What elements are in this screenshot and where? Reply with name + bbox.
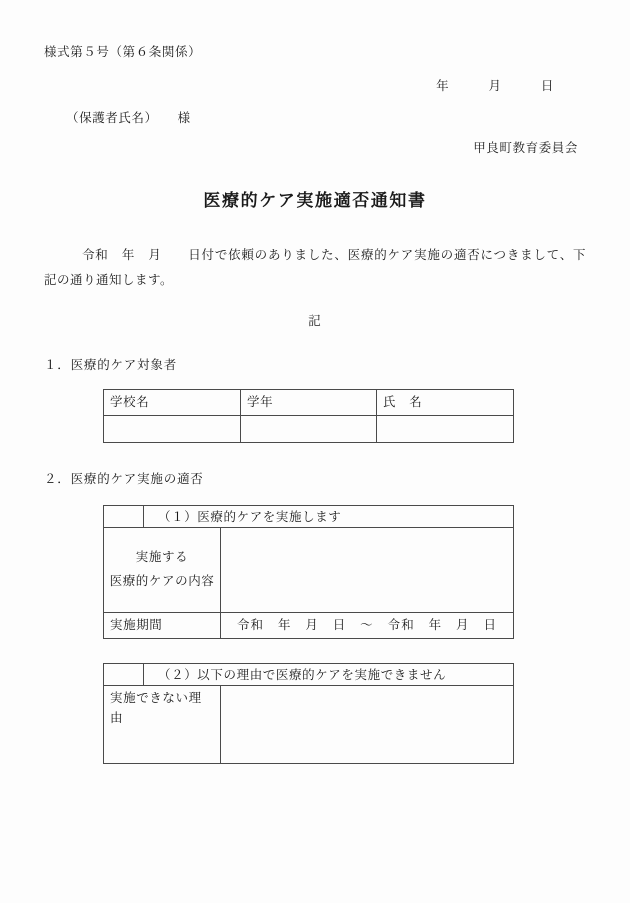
header-grade: 学年 bbox=[241, 389, 377, 415]
section-2-option1-wrap bbox=[103, 505, 513, 639]
form-number: 様式第５号（第６条関係） bbox=[44, 45, 202, 59]
table-row bbox=[104, 663, 514, 685]
reason-value[interactable] bbox=[221, 686, 514, 764]
period-value[interactable]: 令和 年 月 日 〜 令和 年 月 日 bbox=[221, 612, 514, 638]
table-row bbox=[104, 505, 514, 527]
cell-student-name[interactable] bbox=[377, 415, 514, 442]
option-2-label: （２）以下の理由で医療的ケアを実施できません bbox=[144, 663, 514, 685]
document-body bbox=[44, 44, 586, 764]
care-content-label-line1: 実施する bbox=[135, 550, 189, 565]
section-1-heading: １．医療的ケア対象者 bbox=[44, 357, 178, 372]
care-content-value[interactable] bbox=[221, 527, 514, 612]
header-student-name: 氏 名 bbox=[377, 389, 514, 415]
body-paragraph: 令和 年 月 日付で依頼のありました、医療的ケア実施の適否につきまして、下記の通り通知します。 bbox=[44, 247, 586, 287]
cannot-implement-table bbox=[103, 663, 514, 764]
table-row bbox=[104, 415, 514, 442]
care-content-label bbox=[104, 527, 221, 612]
ki-mark: 記 bbox=[308, 313, 322, 328]
header-school-name: 学校名 bbox=[104, 389, 241, 415]
reason-label: 実施できない理由 bbox=[104, 686, 221, 764]
option-2-checkbox[interactable] bbox=[104, 663, 144, 685]
care-content-label-line2: 医療的ケアの内容 bbox=[109, 573, 215, 588]
cell-grade[interactable] bbox=[241, 415, 377, 442]
section-1-table-wrap bbox=[103, 389, 513, 443]
table-row bbox=[104, 686, 514, 764]
section-2-option2-wrap bbox=[103, 663, 513, 764]
cell-school-name[interactable] bbox=[104, 415, 241, 442]
section-2-heading: ２．医療的ケア実施の適否 bbox=[44, 471, 204, 486]
period-label: 実施期間 bbox=[104, 612, 221, 638]
addressee-line: （保護者氏名） 様 bbox=[66, 110, 191, 125]
table-row bbox=[104, 527, 514, 612]
option-1-label: （１）医療的ケアを実施します bbox=[144, 505, 514, 527]
issuer-name: 甲良町教育委員会 bbox=[473, 140, 578, 155]
table-row bbox=[104, 612, 514, 638]
issue-date-line: 年 月 日 bbox=[436, 78, 554, 93]
table-row bbox=[104, 389, 514, 415]
implement-table bbox=[103, 505, 514, 639]
document-title: 医療的ケア実施適否通知書 bbox=[203, 190, 427, 210]
option-1-checkbox[interactable] bbox=[104, 505, 144, 527]
recipient-table bbox=[103, 389, 514, 443]
